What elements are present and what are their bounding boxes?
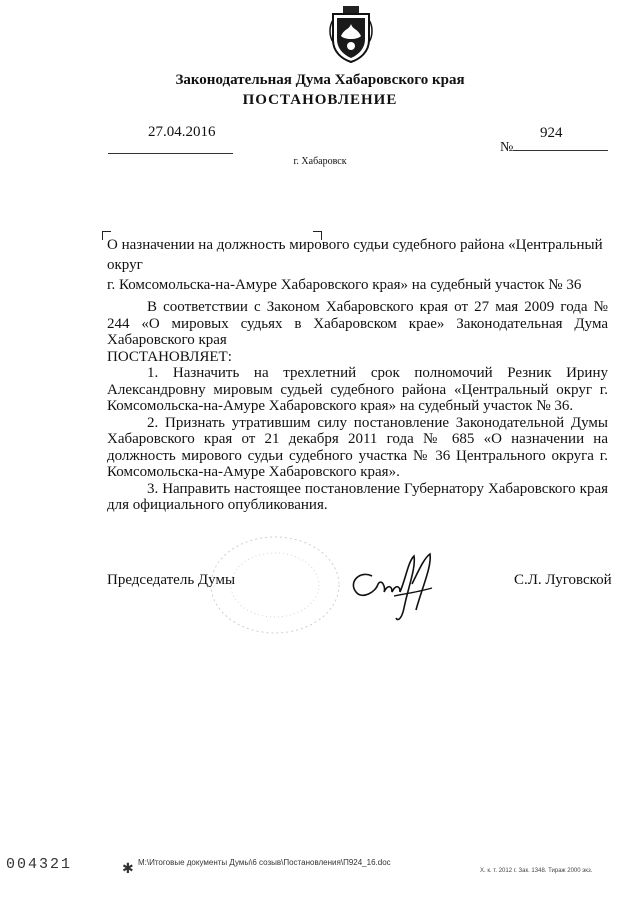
print-info: Х. к. т. 2012 г. Зак. 1348. Тираж 2000 экз. [480,868,593,874]
decree-item-2: 2. Признать утратившим силу постановление Законодательной Думы Хабаровского края от 21 декабря 2011 года № 685 «О назначении на должность мирового судьи судебного участка № 36 Центрального округа г. Комсомольска-на-Амуре Хабаровского края». [107,414,608,480]
coat-of-arms-icon [327,6,375,64]
number-label: № [500,140,514,155]
document-date: 27.04.2016 [148,124,216,140]
decree-item-3: 3. Направить настоящее постановление Губернатору Хабаровского края для официального опубликования. [107,480,608,513]
subject-line-2: г. Комсомольска-на-Амуре Хабаровского края» на судебный участок № 36 [107,277,582,293]
signer-name: С.Л. Луговской [514,572,612,588]
subject-line-1: О назначении на должность мирового судьи судебного района «Центральный округ [107,237,603,273]
registration-number: 004321 [6,856,73,873]
document-body [107,299,608,514]
document-subject [107,235,612,295]
signer-title: Председатель Думы [107,572,236,588]
document-number: 924 [540,125,563,141]
decree-item-1: 1. Назначить на трехлетний срок полномочий Резник Ирину Александровну мировым судьей судебного района «Центральный округ г. Комсомольска-на-Амуре Хабаровского края» на судебный участок № 36. [107,365,608,414]
document-type: ПОСТАНОВЛЕНИЕ [242,92,398,108]
date-underline [108,153,233,154]
organization-name: Законодательная Дума Хабаровского края [175,72,465,88]
file-path: M:\Итоговые документы Думы\6 созыв\Постановления\П924_16.doc [138,858,391,867]
handwritten-signature [342,548,442,626]
asterisk-mark-icon: ✱ [122,862,134,877]
preamble: В соответствии с Законом Хабаровского края от 27 мая 2009 года № 244 «О мировых судьях в Хабаровском крае» Законодательная Дума Хабаровского края [107,299,608,348]
document-place: г. Хабаровск [293,156,347,167]
decree-word: ПОСТАНОВЛЯЕТ: [107,348,232,365]
number-underline [513,150,608,151]
